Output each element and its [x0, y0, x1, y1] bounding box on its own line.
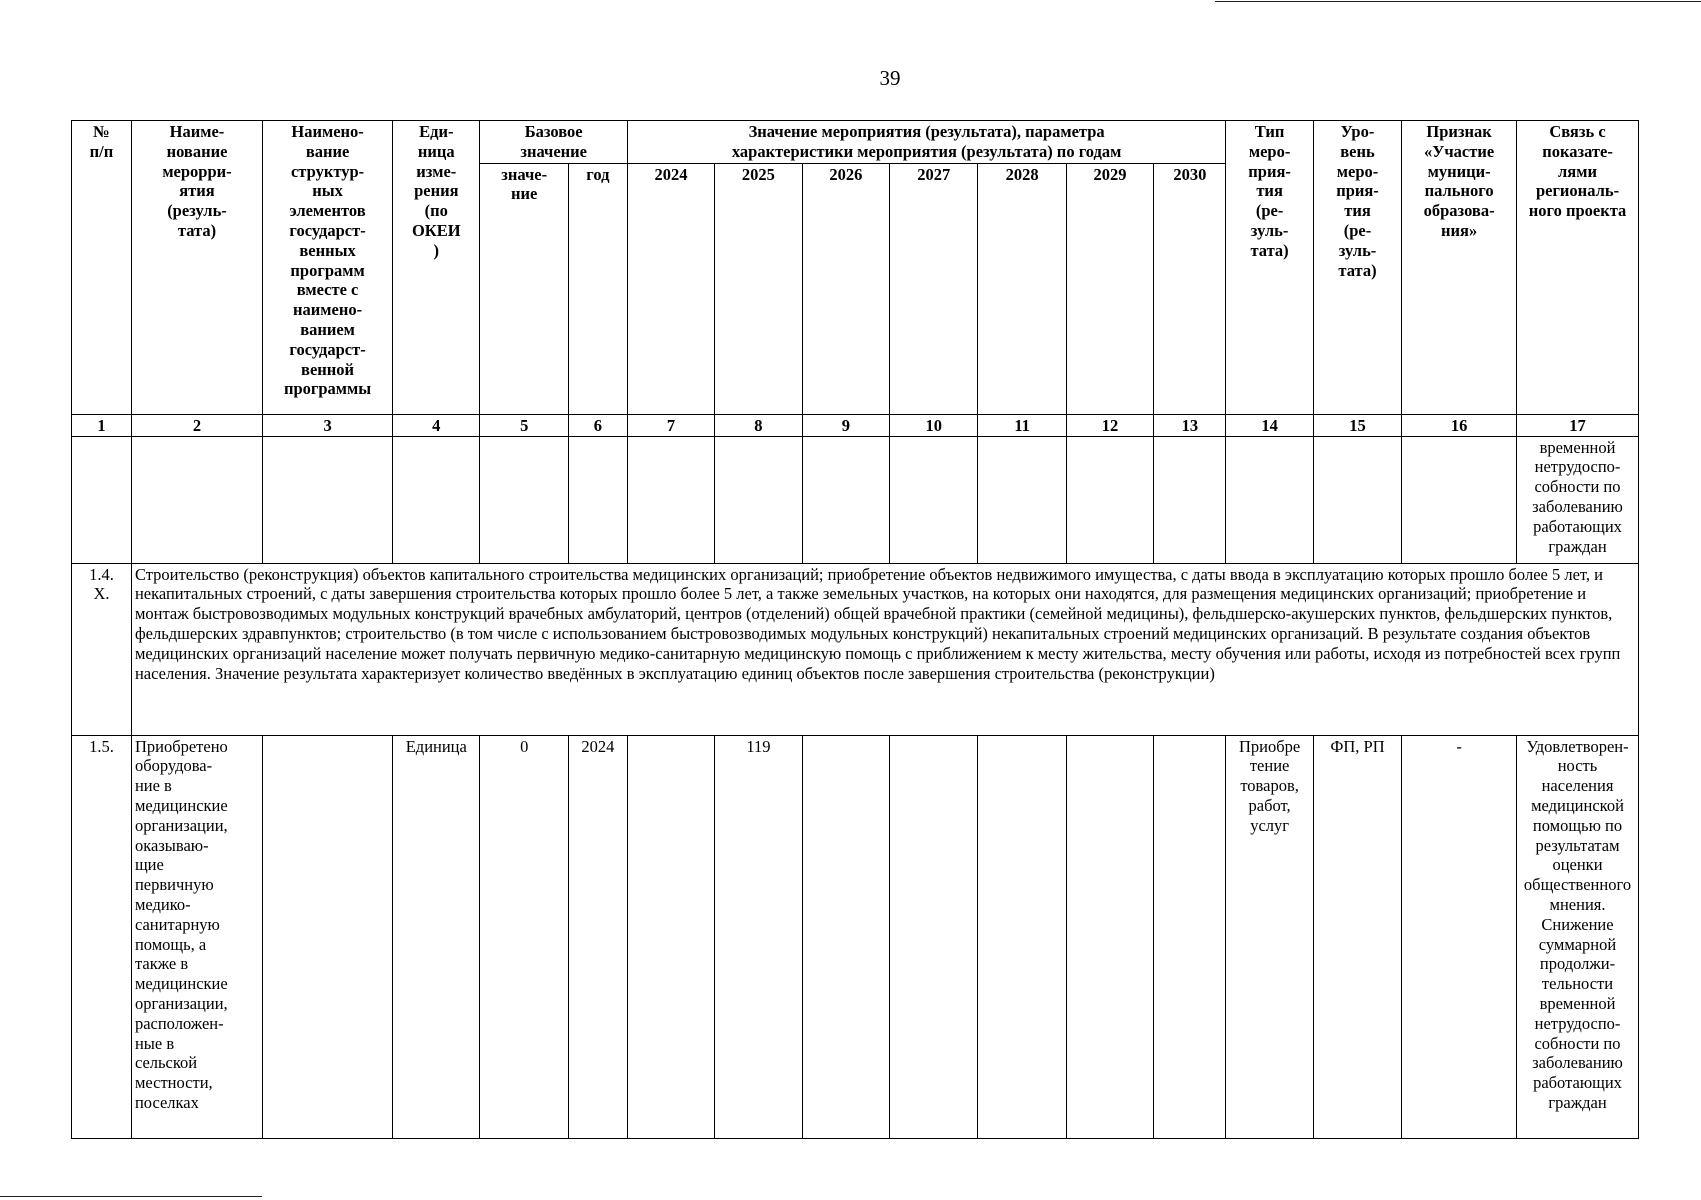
section-row	[72, 563, 1639, 735]
table-cell	[263, 436, 393, 563]
table-cell	[627, 436, 714, 563]
item-value-2028	[978, 735, 1066, 1138]
item-value-2030	[1154, 735, 1226, 1138]
column-number: 14	[1226, 414, 1313, 436]
item-regional-link: Удовлетворен- ность населения медицинской помощью по результатам оценки общественного мнения. Снижение суммарной продолжи- тельности временной нетрудоспо- собности по заболеванию работающих граждан	[1517, 735, 1639, 1138]
header-year-2026: 2026	[802, 163, 889, 414]
column-number: 12	[1066, 414, 1153, 436]
column-number: 3	[263, 414, 393, 436]
table-cell	[72, 436, 132, 563]
table-cell	[1313, 436, 1401, 563]
header-unit: Еди- ница изме- рения (по ОКЕИ )	[393, 121, 480, 415]
item-value-2027	[890, 735, 978, 1138]
continuation-regional-link: временной нетрудоспо- собности по заболеванию работающих граждан	[1517, 436, 1639, 563]
column-number: 8	[715, 414, 802, 436]
header-year-2025: 2025	[715, 163, 802, 414]
table-cell	[131, 436, 262, 563]
header-year-2028: 2028	[978, 163, 1066, 414]
header-years-group: Значение мероприятия (результата), параметра характеристики мероприятия (результата) по годам	[627, 121, 1226, 164]
item-activity-level: ФП, РП	[1313, 735, 1401, 1138]
item-municipal-participation: -	[1402, 735, 1517, 1138]
column-number: 1	[72, 414, 132, 436]
header-base-value: значе- ние	[480, 163, 568, 414]
header-activity-type: Тип меро- прия- тия (ре- зуль- тата)	[1226, 121, 1313, 415]
item-row	[72, 735, 1639, 1138]
item-value-2029	[1066, 735, 1153, 1138]
item-value-2024	[627, 735, 714, 1138]
column-number: 17	[1517, 414, 1639, 436]
column-number: 5	[480, 414, 568, 436]
header-year-2027: 2027	[890, 163, 978, 414]
table-cell	[393, 436, 480, 563]
continuation-row	[72, 436, 1639, 563]
column-number: 2	[131, 414, 262, 436]
column-number: 7	[627, 414, 714, 436]
header-year-2030: 2030	[1154, 163, 1226, 414]
item-base-year: 2024	[568, 735, 627, 1138]
header-structural-elements: Наимено- вание структур- ных элементов государст- венных программ вместе с наимено- ванием государст- венной программы	[263, 121, 393, 415]
page-number: 39	[879, 66, 901, 90]
column-number-row	[72, 414, 1639, 436]
header-year-2029: 2029	[1066, 163, 1153, 414]
header-regional-link: Связь с показате- лями региональ- ного проекта	[1517, 121, 1639, 415]
header-year-2024: 2024	[627, 163, 714, 414]
column-number: 16	[1402, 414, 1517, 436]
scan-bottom-line	[0, 1196, 262, 1197]
table-cell	[1066, 436, 1153, 563]
table-cell	[568, 436, 627, 563]
column-number: 11	[978, 414, 1066, 436]
table-cell	[802, 436, 889, 563]
item-structural-elements	[263, 735, 393, 1138]
table-cell	[978, 436, 1066, 563]
table-cell	[1402, 436, 1517, 563]
header-base-year: год	[568, 163, 627, 414]
activities-table	[71, 120, 1639, 1139]
item-activity-name: Приобретено оборудова- ние в медицинские организации, оказываю- щие первичную медико- санитарную помощь, а также в медицинские организации, расположен- ные в сельской местности, поселках	[131, 735, 262, 1138]
section-number: 1.4. X.	[72, 563, 132, 735]
table-cell	[715, 436, 802, 563]
table-cell	[1154, 436, 1226, 563]
column-number: 6	[568, 414, 627, 436]
column-number: 10	[890, 414, 978, 436]
table-cell	[480, 436, 568, 563]
header-row-1	[72, 121, 1639, 164]
scan-top-line	[1215, 1, 1701, 2]
item-base-value: 0	[480, 735, 568, 1138]
item-value-2025: 119	[715, 735, 802, 1138]
section-description: Строительство (реконструкция) объектов капитального строительства медицинских организаций; приобретение объектов недвижимого имущества, с даты ввода в эксплуатацию которых прошло более 5 лет, и некапитальных строений, с даты завершения строительства которых прошло более 5 лет, а также земельных участков, на которых они находятся, для размещения медицинских организаций; приобретение и монтаж быстровозводимых модульных конструкций врачебных амбулаторий, центров (отделений) общей врачебной практики (семейной медицины), фельдшерско-акушерских пунктов, фельдшерских пунктов, фельдшерских здравпунктов; строительство (в том числе с использованием быстровозводимых модульных конструкций) некапитальных строений медицинских организаций. В результате создания объектов медицинских организаций население может получать первичную медико-санитарную медицинскую помощь с приближением к месту жительства, месту обучения или работы, исходя из потребностей всех групп населения. Значение результата характеризует количество введённых в эксплуатацию единиц объектов после завершения строительства (реконструкции)	[131, 563, 1638, 735]
item-value-2026	[802, 735, 889, 1138]
column-number: 9	[802, 414, 889, 436]
column-number: 4	[393, 414, 480, 436]
table-cell	[890, 436, 978, 563]
header-activity-level: Уро- вень меро- прия- тия (ре- зуль- тата)	[1313, 121, 1401, 415]
header-number: № п/п	[72, 121, 132, 415]
header-municipal-participation: Признак «Участие муници- пального образова- ния»	[1402, 121, 1517, 415]
column-number: 13	[1154, 414, 1226, 436]
item-number: 1.5.	[72, 735, 132, 1138]
item-unit: Единица	[393, 735, 480, 1138]
item-activity-type: Приобре тение товаров, работ, услуг	[1226, 735, 1313, 1138]
header-base-value-group: Базовое значение	[480, 121, 627, 164]
table-cell	[1226, 436, 1313, 563]
header-activity-name: Наиме- нование мероpри- ятия (резуль- тата)	[131, 121, 262, 415]
column-number: 15	[1313, 414, 1401, 436]
